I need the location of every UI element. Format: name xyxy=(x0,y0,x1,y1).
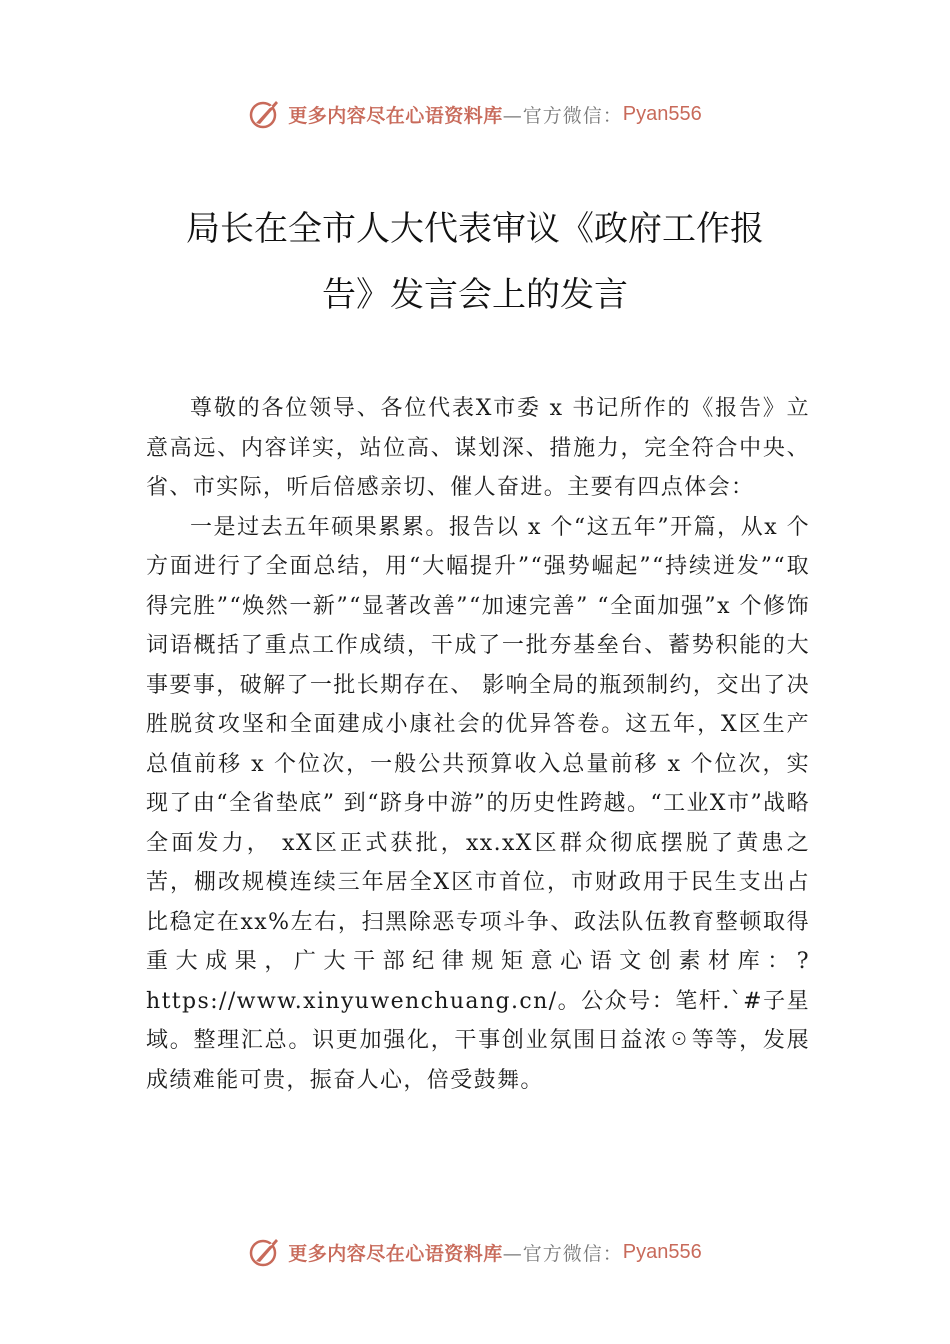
banner-wechat-handle: Pyan556 xyxy=(622,1240,702,1263)
banner-lead-text: 更多内容尽在心语资料库 xyxy=(288,104,503,127)
header-watermark-banner xyxy=(0,94,950,134)
quill-logo-icon xyxy=(248,1235,282,1269)
body-paragraph-1: 尊敬的各位领导、各位代表X市委 x 书记所作的《报告》立意高远、内容详实，站位高、谋划深、措施力，完全符合中央、省、市实际，听后倍感亲切、催人奋进。主要有四点体会： xyxy=(146,396,810,500)
title-line-1: 局长在全市人大代表审议《政府工作报 xyxy=(186,209,764,249)
footer-watermark-banner xyxy=(0,1232,950,1272)
banner-wechat-handle: Pyan556 xyxy=(622,102,702,125)
body-paragraph-2: 一是过去五年硕果累累。报告以 x 个“这五年”开篇，从x 个方面进行了全面总结，用“大幅提升”“强势崛起”“持续迸发”“取得完胜”“焕然一新”“显著改善”“加速完善” “全面加强”x 个修饰词语概括了重点工作成绩，干成了一批夯基垒台、蓄势积能的大事要事，破解了一批长期存在、 影响全局的瓶颈制约，交出了决胜脱贫攻坚和全面建成小康社会的优异答卷。这五年，X区生产总值前移 x 个位次，一般公共预算收入总量前移 x 个位次，实现了由“全省垫底” 到“跻身中游”的历史性跨越。“工业X市”战略全面发力， xX区正式获批，xx.xX区群众彻底摆脱了黄患之苦，棚改规模连续三年居全X区市首位，市财政用于民生支出占比稳定在xx%左右，扫黑除恶专项斗争、政法队伍教育整顿取得重大成果，广大干部纪律规矩意心语文创素材库：?https://www.xinyuwenchuang.cn/。公众号：笔杆.`#子星域。整理汇总。识更加强化，干事创业氛围日益浓☉等等，发展成绩难能可贵，振奋人心，倍受鼓舞。 xyxy=(146,514,810,1093)
document-title xyxy=(100,196,850,328)
banner-wechat-label: —官方微信： xyxy=(502,104,623,127)
document-body xyxy=(146,389,810,1100)
banner-lead-text: 更多内容尽在心语资料库 xyxy=(288,1242,503,1265)
banner-wechat-label: —官方微信： xyxy=(502,1242,623,1265)
title-line-2: 告》发言会上的发言 xyxy=(322,275,628,315)
quill-logo-icon xyxy=(248,97,282,131)
